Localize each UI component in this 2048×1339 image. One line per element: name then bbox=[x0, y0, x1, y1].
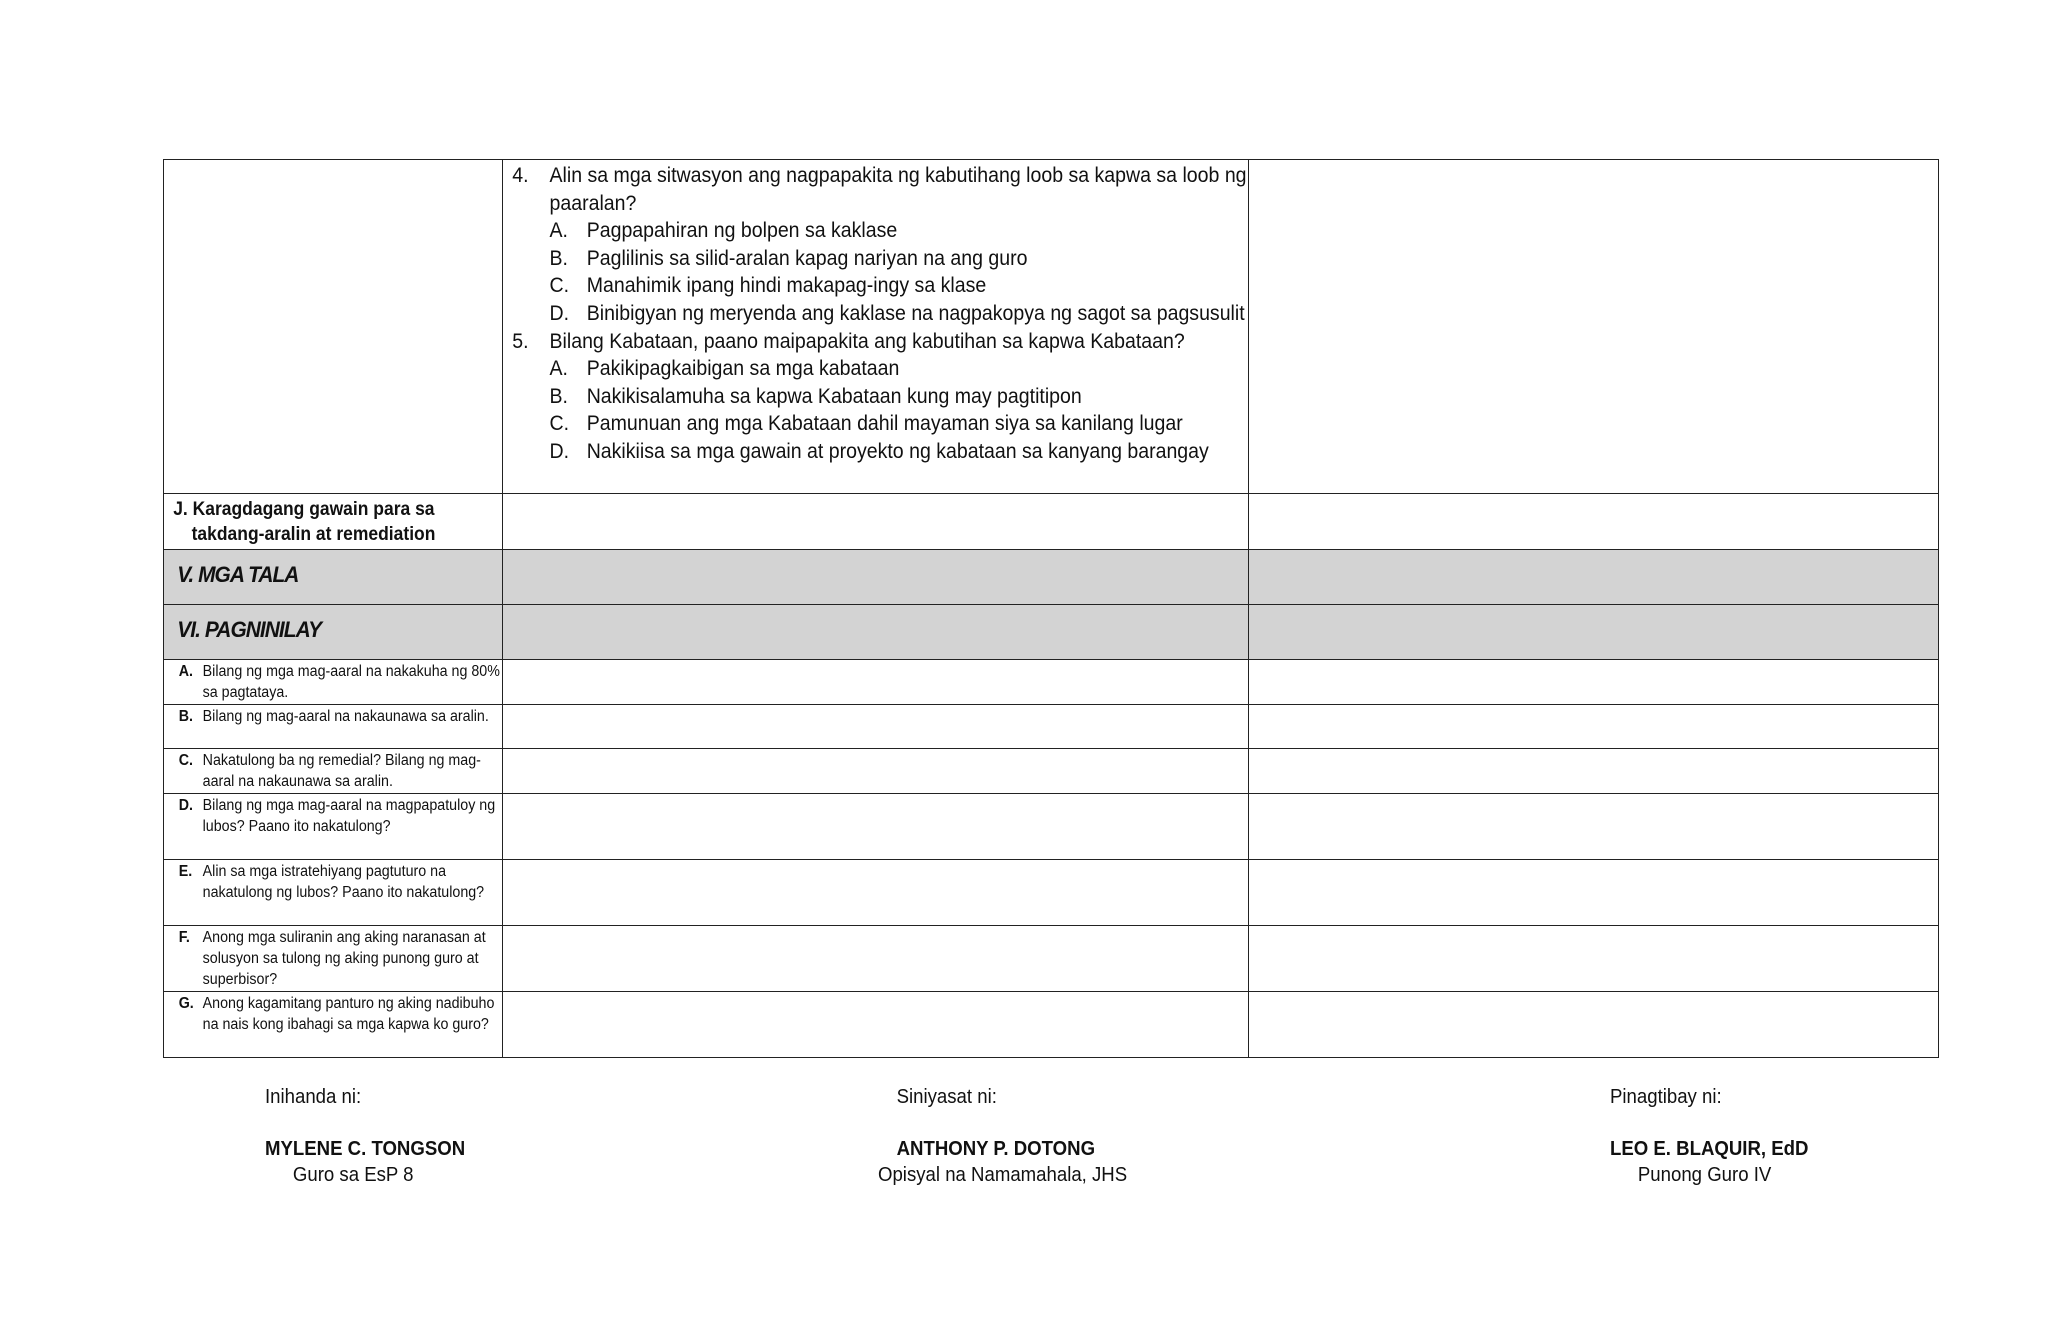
reflection-text: Bilang ng mga mag-aaral na magpapatuloy ng lubos? Paano ito nakatulong? bbox=[202, 797, 496, 835]
reflection-letter: B. bbox=[178, 708, 193, 725]
section-j-label-cell bbox=[164, 494, 503, 550]
checked-by-block bbox=[878, 1084, 1127, 1188]
option-letter: D. bbox=[549, 439, 570, 463]
reflection-answer-cell bbox=[503, 749, 1249, 794]
lesson-plan-table bbox=[163, 159, 1939, 1058]
section-j-line2: takdang-aralin at remediation bbox=[191, 524, 436, 545]
reflection-letter: D. bbox=[178, 797, 193, 814]
quiz-option bbox=[512, 438, 1247, 466]
option-text: Nakikiisa sa mga gawain at proyekto ng kabataan sa kanyang barangay bbox=[586, 439, 1209, 463]
reflection-text: Anong mga suliranin ang aking naranasan at solusyon sa tulong ng aking punong guro at superbisor? bbox=[202, 929, 486, 988]
reflection-letter: C. bbox=[178, 752, 193, 769]
option-letter: C. bbox=[549, 274, 570, 298]
approved-by-title: Punong Guro IV bbox=[1637, 1164, 1772, 1186]
reflection-answer-cell bbox=[503, 705, 1249, 749]
quiz-cell bbox=[503, 160, 1249, 494]
section-j-row bbox=[164, 494, 1939, 550]
section-v-label-cell bbox=[164, 550, 503, 605]
option-text: Nakikisalamuha sa kapwa Kabataan kung may pagtitipon bbox=[586, 384, 1082, 408]
reflection-notes-cell bbox=[1249, 705, 1939, 749]
section-vi-content-cell bbox=[503, 605, 1249, 660]
reflection-answer-cell bbox=[503, 860, 1249, 926]
reflection-notes-cell bbox=[1249, 926, 1939, 992]
checked-by-title: Opisyal na Namamahala, JHS bbox=[878, 1164, 1128, 1186]
reflection-text: Bilang ng mga mag-aaral na nakakuha ng 80% sa pagtataya. bbox=[202, 663, 500, 701]
section-vi-row bbox=[164, 605, 1939, 660]
option-letter: A. bbox=[549, 357, 568, 381]
checked-by-name: ANTHONY P. DOTONG bbox=[896, 1138, 1096, 1160]
reflection-answer-cell bbox=[503, 992, 1249, 1058]
quiz-option bbox=[512, 355, 1247, 383]
reflection-item bbox=[164, 749, 514, 793]
checked-by-label: Siniyasat ni: bbox=[896, 1086, 997, 1108]
reflection-item bbox=[164, 992, 514, 1036]
quiz-question bbox=[512, 328, 1247, 356]
section-vi-label-cell bbox=[164, 605, 503, 660]
quiz-list bbox=[503, 160, 1254, 468]
quiz-option bbox=[512, 300, 1247, 328]
option-text: Pamunuan ang mga Kabataan dahil mayaman siya sa kanilang lugar bbox=[586, 412, 1183, 436]
reflection-letter: F. bbox=[178, 929, 190, 946]
option-text: Paglilinis sa silid-aralan kapag nariyan na ang guro bbox=[586, 246, 1028, 270]
section-vi-heading: VI. PAGNINILAY bbox=[177, 617, 322, 642]
reflection-row bbox=[164, 660, 1939, 705]
quiz-row-label-cell bbox=[164, 160, 503, 494]
section-j-notes-cell bbox=[1249, 494, 1939, 550]
section-v-row bbox=[164, 550, 1939, 605]
prepared-by-block bbox=[265, 1084, 465, 1188]
reflection-item bbox=[164, 705, 514, 728]
reflection-text: Bilang ng mag-aaral na nakaunawa sa aralin. bbox=[202, 708, 489, 725]
section-v-content-cell bbox=[503, 550, 1249, 605]
reflection-answer-cell bbox=[503, 660, 1249, 705]
reflection-text: Anong kagamitang panturo ng aking nadibuho na nais kong ibahagi sa mga kapwa ko guro? bbox=[202, 995, 495, 1033]
reflection-text: Nakatulong ba ng remedial? Bilang ng mag-aaral na nakaunawa sa aralin. bbox=[202, 752, 481, 790]
question-number: 5. bbox=[512, 329, 529, 353]
reflection-row bbox=[164, 860, 1939, 926]
question-text: Bilang Kabataan, paano maipapakita ang kabutihan sa kapwa Kabataan? bbox=[549, 329, 1185, 353]
approved-by-name: LEO E. BLAQUIR, EdD bbox=[1610, 1138, 1809, 1160]
option-letter: D. bbox=[549, 301, 570, 325]
quiz-option bbox=[512, 217, 1247, 245]
quiz-row bbox=[164, 160, 1939, 494]
reflection-label-cell bbox=[164, 992, 503, 1058]
section-v-heading: V. MGA TALA bbox=[177, 562, 299, 587]
reflection-notes-cell bbox=[1249, 860, 1939, 926]
reflection-letter: E. bbox=[178, 863, 193, 880]
reflection-label-cell bbox=[164, 926, 503, 992]
reflection-row bbox=[164, 749, 1939, 794]
reflection-label-cell bbox=[164, 860, 503, 926]
question-text: Alin sa mga sitwasyon ang nagpapakita ng kabutihang loob sa kapwa sa loob ng paaralan? bbox=[549, 164, 1247, 215]
reflection-item bbox=[164, 860, 514, 904]
quiz-option bbox=[512, 245, 1247, 273]
reflection-row bbox=[164, 794, 1939, 860]
reflection-row bbox=[164, 705, 1939, 749]
reflection-answer-cell bbox=[503, 794, 1249, 860]
quiz-row-notes-cell bbox=[1249, 160, 1939, 494]
question-number: 4. bbox=[512, 164, 529, 187]
reflection-answer-cell bbox=[503, 926, 1249, 992]
section-j-label bbox=[164, 494, 512, 549]
option-letter: C. bbox=[549, 412, 570, 436]
reflection-notes-cell bbox=[1249, 794, 1939, 860]
section-j-line1: J. Karagdagang gawain para sa bbox=[173, 499, 435, 520]
option-letter: B. bbox=[549, 384, 568, 408]
reflection-notes-cell bbox=[1249, 749, 1939, 794]
reflection-letter: A. bbox=[178, 663, 193, 680]
section-v-notes-cell bbox=[1249, 550, 1939, 605]
reflection-label-cell bbox=[164, 749, 503, 794]
reflection-item bbox=[164, 794, 514, 838]
approved-by-block bbox=[1610, 1084, 1808, 1188]
reflection-label-cell bbox=[164, 660, 503, 705]
quiz-option bbox=[512, 272, 1247, 300]
quiz-option bbox=[512, 410, 1247, 438]
reflection-notes-cell bbox=[1249, 992, 1939, 1058]
section-j-content-cell bbox=[503, 494, 1249, 550]
reflection-item bbox=[164, 660, 514, 704]
quiz-option bbox=[512, 383, 1247, 411]
prepared-by-label: Inihanda ni: bbox=[265, 1086, 362, 1108]
reflection-letter: G. bbox=[178, 995, 194, 1012]
option-text: Pakikipagkaibigan sa mga kabataan bbox=[586, 357, 900, 381]
option-text: Manahimik ipang hindi makapag-ingy sa klase bbox=[586, 274, 987, 298]
reflection-text: Alin sa mga istratehiyang pagtuturo na nakatulong ng lubos? Paano ito nakatulong? bbox=[202, 863, 485, 901]
reflection-label-cell bbox=[164, 794, 503, 860]
option-letter: A. bbox=[549, 219, 568, 243]
reflection-row bbox=[164, 926, 1939, 992]
reflection-label-cell bbox=[164, 705, 503, 749]
option-letter: B. bbox=[549, 246, 568, 270]
quiz-question bbox=[512, 162, 1247, 217]
section-vi-notes-cell bbox=[1249, 605, 1939, 660]
prepared-by-name: MYLENE C. TONGSON bbox=[265, 1138, 466, 1160]
prepared-by-title: Guro sa EsP 8 bbox=[292, 1164, 414, 1186]
reflection-row bbox=[164, 992, 1939, 1058]
approved-by-label: Pinagtibay ni: bbox=[1610, 1086, 1722, 1108]
reflection-notes-cell bbox=[1249, 660, 1939, 705]
option-text: Pagpapahiran ng bolpen sa kaklase bbox=[586, 219, 898, 243]
reflection-item bbox=[164, 926, 514, 991]
option-text: Binibigyan ng meryenda ang kaklase na nagpakopya ng sagot sa pagsusulit bbox=[586, 301, 1245, 325]
